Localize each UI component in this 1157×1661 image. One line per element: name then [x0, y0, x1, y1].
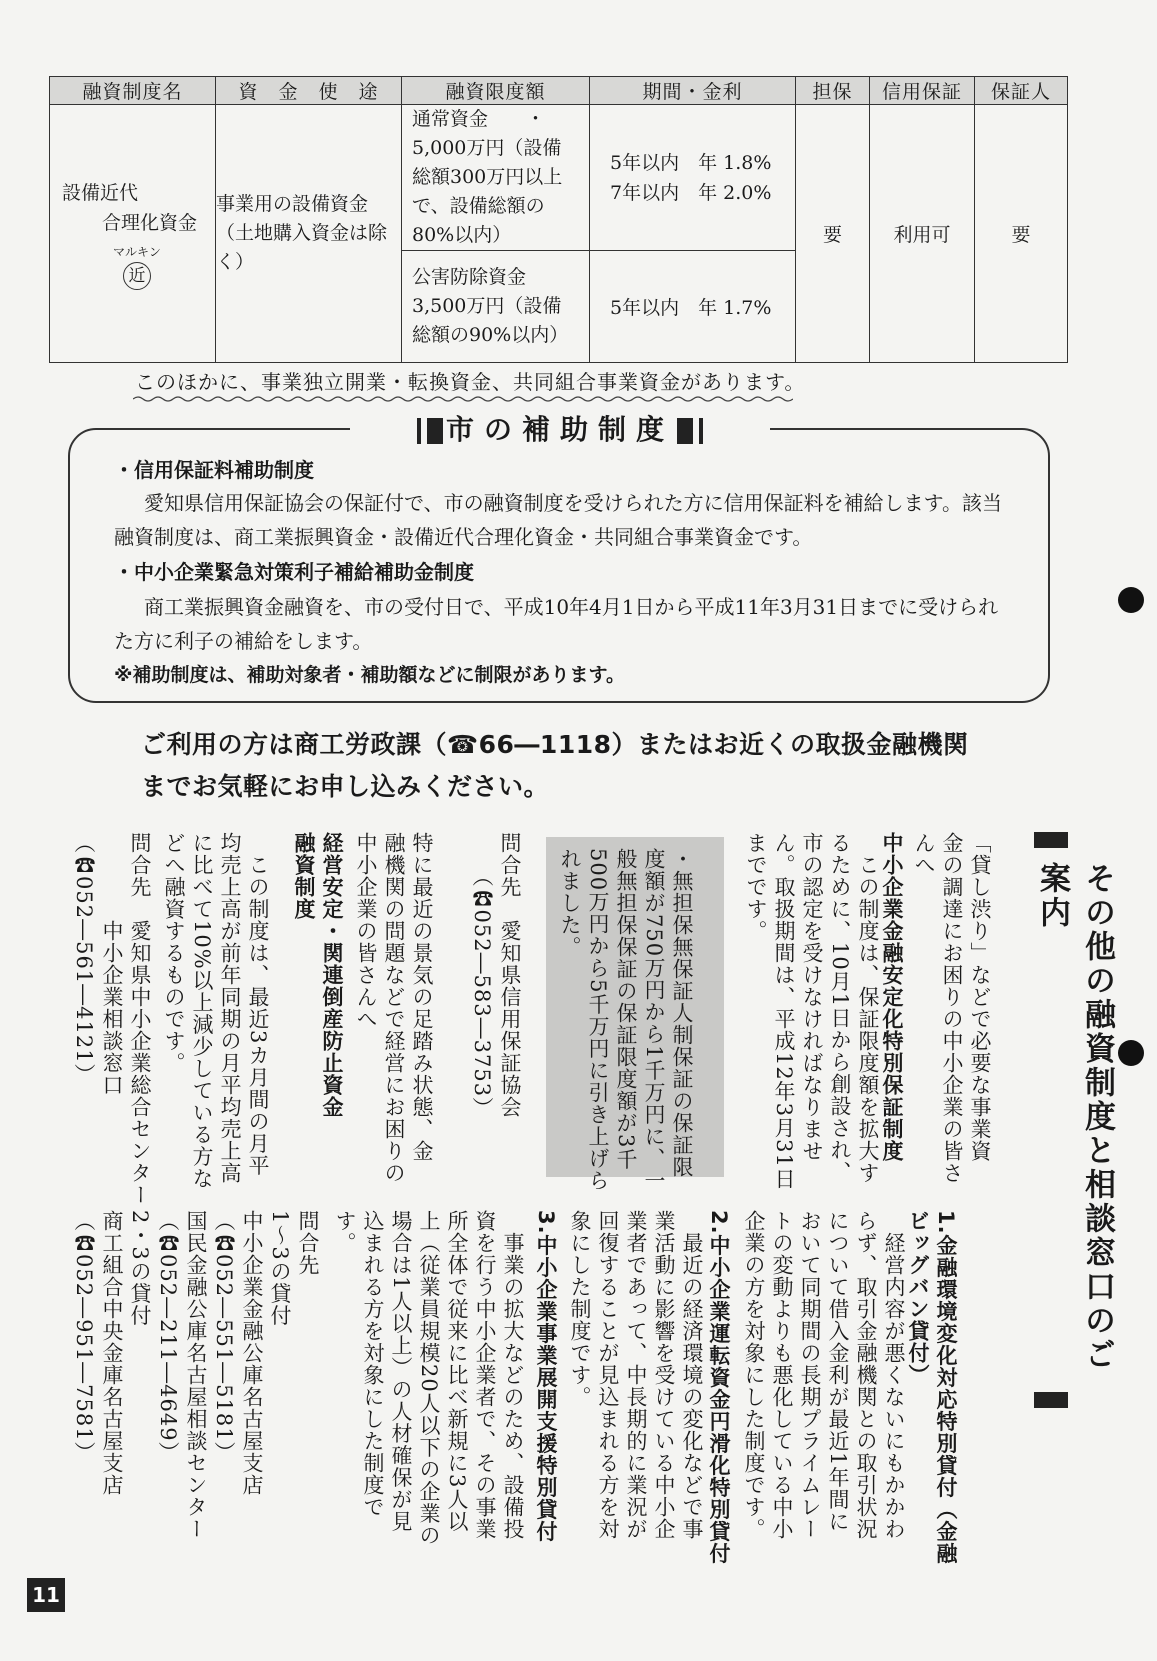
r1-body: 経営内容が悪くないにもかかわ らず、取引金融機関との取引状況 について借入金利が最近1年間に おいて同期間の長期プライムレー トの変動よりも悪化している中小 企業の方を対象にした制度です。: [742, 1210, 906, 1540]
r2-body: 最近の経済環境の変化などで事 業活動に影響を受けている中小企 業者であって、中長期的に業況が 回復することが見込まれる方を対 象にした制度です。: [568, 1210, 704, 1540]
binder-hole-icon: [1118, 587, 1144, 613]
credit-cell: 利用可: [870, 105, 975, 363]
title-bar-top: [1034, 832, 1068, 848]
loan-name-cell: [50, 105, 216, 363]
contact-line2: までお気軽にお申し込みください。: [141, 772, 550, 801]
limit-normal-cell: 通常資金 ・5,000万円（設備総額300万円以上で、設備総額の80%以内）: [402, 105, 590, 251]
guarantor-cell: 要: [975, 105, 1068, 363]
header-cell: 融資制度名: [50, 77, 216, 105]
r3-body: 事業の拡大などのため、設備投 資を行う中小企業者で、その事業 所全体で従来に比べ新規に3人以 上（従業員規模20人以下の企業の 場合は1人以上）の人材確保が見 込まれる方を対象にした制度で す。: [333, 1210, 525, 1547]
contact-message: [141, 724, 1001, 808]
r-contact: 問合先 1～3の貸付 中小企業金融公庫名古屋支店 （☎052―551―5181） 国民金融公庫名古屋相談センター （☎052―211―4649） 2・3の貸付 商工組合中央金庫名古屋支店 （☎052―951―7581）: [72, 1210, 320, 1540]
term-normal-1: 5年以内 年 1.8%: [610, 151, 772, 174]
term-normal-cell: [590, 105, 796, 251]
item2-body: 商工業振興資金融資を、市の受付日で、平成10年4月1日から平成11年3月31日までに受けられた方に利子の補給をします。: [114, 595, 999, 653]
limit-pollution-cell: 公害防除資金3,500万円（設備総額の90%以内）: [402, 251, 590, 363]
s1-head: 中小企業金融安定化特別保証制度: [880, 832, 904, 1162]
table-header-row: [50, 77, 1068, 105]
loan-table: [49, 76, 1068, 363]
header-cell: 保証人: [975, 77, 1068, 105]
contact-line1: ご利用の方は商工労政課（☎66―1118）またはお近くの取扱金融機関: [141, 730, 969, 759]
city-subsidy-title: 市の補助制度: [350, 410, 770, 450]
s1-contact: 問合先 愛知県信用保証協会 （☎052―583―3753）: [470, 832, 522, 1120]
term-normal-2: 7年以内 年 2.0%: [610, 181, 772, 204]
use-cell: 事業用の設備資金（土地購入資金は除く）: [216, 105, 402, 363]
binder-hole-icon: [1118, 1040, 1144, 1066]
s2-contact: 問合先 愛知県中小企業総合センター 中小企業相談窓口 （☎052―561―4121）: [72, 832, 152, 1206]
gray-notice-text: ・無担保無保証人制保証の保証限 度額が750万円から1千万円に、一 般無担保保証の保証限度額が3千 500万円から5千万円に引き上げら れました。: [558, 848, 694, 1192]
header-cell: 期間・金利: [590, 77, 796, 105]
s2-body: この制度は、最近3カ月間の月平 均売上高が前年同期の月平均売上高 に比べて10%以上減少している方な どへ融資するものです。: [162, 832, 270, 1190]
r1-head: 1.金融環境変化対応特別貸付（金融 ビッグバン貸付）: [906, 1210, 958, 1565]
kin-ruby: マルキン: [113, 244, 161, 259]
other-intro: 「貸し渋り」などで必要な事業資 金の調達にお困りの中小企業の皆さ んへ: [912, 832, 992, 1184]
table-note: このほかに、事業独立開業・転換資金、共同組合事業資金があります。: [135, 370, 806, 394]
term-pollution-cell: 5年以内 年 1.7%: [590, 251, 796, 363]
kin-mark-icon: 近: [123, 262, 151, 290]
title-bar-bottom: [1034, 1392, 1068, 1408]
city-subsidy-box: [68, 428, 1050, 703]
subsidy-footnote: ※補助制度は、補助対象者・補助額などに制限があります。: [114, 664, 625, 686]
header-cell: 担保: [796, 77, 870, 105]
loan-name-line2: 合理化資金: [102, 211, 198, 234]
s1-body: この制度は、保証限度額を拡大す るために、10月1日から創設され、 市の認定を受けなければなりませ ん。取扱期間は、平成12年3月31日 までです。: [744, 832, 880, 1190]
collateral-cell: 要: [796, 105, 870, 363]
r3-head: 3.中小企業事業展開支援特別貸付: [534, 1210, 558, 1543]
r2-head: 2.中小企業運転資金円滑化特別貸付: [707, 1210, 731, 1565]
page-number: 11: [27, 1578, 65, 1612]
loan-name-line1: 設備近代: [62, 181, 139, 204]
header-cell: 信用保証: [870, 77, 975, 105]
wavy-underline: [133, 395, 793, 403]
other-section-title: その他の融資制度と相談窓口のご案内: [1034, 862, 1115, 1372]
header-cell: 資 金 使 途: [216, 77, 402, 105]
header-cell: 融資限度額: [402, 77, 590, 105]
table-row: [50, 105, 1068, 251]
s2-head: 経営安定・関連倒産防止資金 融資制度: [292, 832, 344, 1118]
item1-head: ・信用保証料補助制度: [114, 458, 314, 482]
item1-body: 愛知県信用保証協会の保証付で、市の融資制度を受けられた方に信用保証料を補給します。該当融資制度は、商工業振興資金・設備近代合理化資金・共同組合事業資金です。: [114, 491, 1002, 549]
s2-intro: 特に最近の景気の足踏み状態、金 融機関の問題などで経営にお困りの 中小企業の皆さんへ: [354, 832, 434, 1184]
item2-head: ・中小企業緊急対策利子補給補助金制度: [114, 560, 474, 584]
